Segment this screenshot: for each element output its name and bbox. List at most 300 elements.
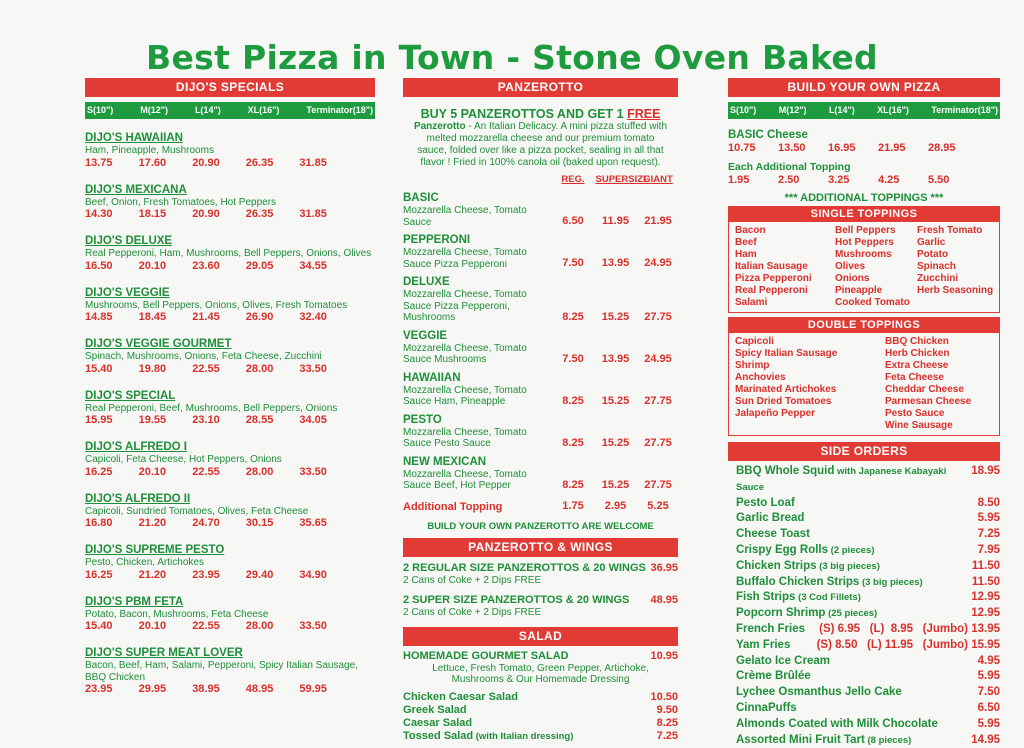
price: 18.45 — [138, 311, 167, 323]
price: 20.10 — [138, 259, 167, 272]
price: 28.00 — [245, 362, 274, 375]
special-item — [85, 647, 375, 696]
price: 15.25 — [601, 394, 630, 407]
price: 7.50 — [562, 352, 584, 365]
special-item — [85, 132, 375, 170]
price: 23.95 — [85, 683, 113, 695]
side-order-name — [736, 543, 875, 559]
special-item — [85, 390, 375, 428]
price: 13.95 — [601, 257, 630, 269]
topping-column — [735, 225, 835, 309]
price: 20.10 — [138, 465, 167, 478]
wings-combo — [403, 594, 678, 619]
price: 24.95 — [644, 257, 672, 269]
panzerotto-prices — [553, 311, 678, 324]
special-prices — [85, 683, 375, 696]
side-order-item — [736, 638, 1000, 654]
panzerotto-prices — [553, 353, 678, 366]
col-header: SUPERSIZE — [595, 174, 650, 185]
side-order-item — [736, 543, 1000, 559]
topping-item: Bell Peppers — [835, 225, 896, 236]
side-order-name — [736, 685, 902, 701]
price: 23.10 — [192, 414, 220, 426]
price: 4.25 — [878, 174, 900, 186]
topping-item: Zucchini — [917, 273, 959, 284]
size-label: Terminator(18") — [306, 105, 373, 115]
side-order-item — [736, 511, 1000, 527]
wings-combo-row — [403, 562, 678, 575]
special-name: DIJO'S DELUXE — [85, 235, 173, 247]
price: 8.25 — [562, 394, 584, 407]
side-order-price: 12.95 — [971, 607, 1000, 620]
double-toppings-box — [728, 317, 1000, 436]
topping-item: Cheddar Cheese — [885, 384, 964, 395]
side-order-name — [736, 638, 790, 654]
panzerotto-name: PEPPERONI — [403, 234, 471, 246]
special-item — [85, 441, 375, 479]
side-order-price: 11.50 — [971, 575, 1000, 588]
side-order-note: (3 Cod Fillets) — [795, 592, 861, 604]
panzerotto-item — [403, 372, 678, 408]
topping-item: Olives — [835, 261, 866, 272]
side-order-name-text: Yam Fries — [736, 638, 791, 651]
special-desc: Ham, Pineapple, Mushrooms — [85, 145, 214, 156]
salad-item — [403, 704, 678, 717]
specials-header: DIJO'S SPECIALS — [85, 78, 375, 97]
price: 18.15 — [138, 208, 167, 220]
special-item — [85, 184, 375, 222]
price: 13.75 — [85, 156, 113, 169]
panzerotto-name: NEW MEXICAN — [403, 455, 487, 468]
price: 27.75 — [644, 394, 672, 407]
price: 15.25 — [601, 310, 630, 323]
wings-combo-sub: 2 Cans of Coke + 2 Dips FREE — [403, 574, 542, 586]
size-label: M(12") — [140, 105, 168, 115]
topping-item: Wine Sausage — [885, 420, 953, 431]
side-order-name — [736, 511, 804, 527]
special-name: DIJO'S HAWAIIAN — [85, 132, 183, 144]
price: 7.50 — [562, 257, 584, 269]
salad-name — [403, 730, 573, 743]
side-order-item — [736, 575, 1000, 591]
side-order-price: 14.95 — [971, 733, 1000, 746]
single-toppings-box — [728, 206, 1000, 313]
price: 32.40 — [299, 311, 327, 323]
panzerotto-desc: Mozzarella Cheese, Tomato Sauce — [403, 205, 527, 228]
side-order-name-text: French Fries — [736, 622, 806, 635]
special-prices — [85, 517, 375, 530]
special-prices — [85, 620, 375, 633]
topping-item: Ham — [735, 249, 757, 260]
price: 15.25 — [601, 478, 630, 491]
panzerotto-item — [403, 234, 678, 270]
price: 16.50 — [85, 259, 113, 272]
price: 28.95 — [928, 142, 956, 154]
price: 16.80 — [85, 517, 113, 529]
col-header: GIANT — [643, 174, 673, 185]
topping-column — [835, 225, 917, 309]
side-order-name — [736, 575, 923, 591]
price: 5.50 — [928, 174, 950, 186]
topping-item: Pineapple — [835, 285, 883, 296]
panzerotto-column — [403, 78, 678, 743]
topping-item: Spinach — [917, 261, 956, 272]
price: 23.60 — [192, 259, 220, 272]
special-desc: Beef, Onion, Fresh Tomatoes, Hot Peppers — [85, 196, 277, 208]
panzerotto-desc: Mozzarella Cheese, Tomato Sauce Mushrooms — [403, 342, 527, 365]
side-order-note: (8 pieces) — [864, 734, 912, 746]
panzerotto-desc: Mozzarella Cheese, Tomato Sauce Pizza Pepperoni — [403, 247, 527, 270]
panzerotto-welcome: BUILD YOUR OWN PANZEROTTO ARE WELCOME — [427, 520, 654, 532]
price: 38.95 — [192, 683, 220, 695]
special-name: DIJO'S SUPER MEAT LOVER — [85, 647, 243, 659]
size-label: Terminator(18") — [931, 105, 998, 115]
wings-header: PANZEROTTO & WINGS — [403, 538, 678, 557]
panzerotto-info — [403, 456, 553, 492]
side-order-item — [736, 559, 1000, 575]
topping-item: Sun Dried Tomatoes — [735, 396, 832, 407]
price: 1.75 — [562, 499, 584, 512]
wings-combo-sub: 2 Cans of Coke + 2 Dips FREE — [403, 607, 542, 618]
special-name: DIJO'S SPECIAL — [85, 389, 176, 402]
panzerotto-info — [403, 330, 553, 366]
special-name: DIJO'S ALFREDO II — [85, 492, 191, 505]
single-toppings-header: SINGLE TOPPINGS — [729, 207, 999, 222]
topping-item: Shrimp — [735, 360, 770, 371]
topping-item: Capicoli — [735, 336, 774, 347]
side-order-note: (25 pieces) — [825, 608, 878, 620]
panzerotto-header: PANZEROTTO — [403, 78, 678, 97]
special-prices — [85, 363, 375, 376]
side-order-name — [736, 701, 797, 717]
topping-column — [917, 225, 1007, 309]
price: 34.55 — [299, 259, 327, 272]
salad-name — [403, 704, 467, 717]
size-label: S(10") — [730, 105, 757, 115]
price: 8.25 — [562, 310, 584, 323]
price: 2.95 — [604, 499, 627, 512]
special-item — [85, 493, 375, 531]
special-desc: Real Pepperoni, Ham, Mushrooms, Bell Peppers, Onions, Olives — [85, 248, 372, 259]
salad-item — [403, 717, 678, 730]
topping-item: Herb Chicken — [885, 348, 950, 359]
panzerotto-info — [403, 372, 553, 408]
price: 14.30 — [85, 208, 113, 220]
special-desc: Pesto, Chicken, Artichokes — [85, 557, 204, 568]
price: 22.55 — [192, 465, 220, 478]
price: 21.20 — [138, 568, 167, 581]
price: 16.95 — [828, 142, 856, 154]
panzerotto-prices — [553, 479, 678, 492]
price: 15.95 — [85, 414, 113, 426]
side-order-item — [736, 590, 1000, 606]
side-order-item — [736, 717, 1000, 733]
basic-cheese-prices — [728, 142, 1000, 155]
side-order-name — [736, 622, 805, 638]
price: 21.95 — [878, 142, 906, 154]
price: 22.55 — [192, 362, 220, 375]
price: 3.25 — [828, 174, 850, 186]
topping-item: Herb Seasoning — [917, 285, 994, 296]
topping-item: BBQ Chicken — [885, 336, 949, 347]
promo-text: BUY 5 PANZEROTTOS AND GET 1 — [420, 107, 628, 121]
each-topping-label: Each Additional Topping — [728, 161, 851, 173]
double-toppings-header: DOUBLE TOPPINGS — [729, 318, 999, 333]
special-name: DIJO'S MEXICANA — [85, 183, 187, 196]
price: 16.25 — [85, 465, 113, 478]
panzerotto-prices — [553, 395, 678, 408]
special-desc: Capicoli, Sundried Tomatoes, Olives, Feta Cheese — [85, 505, 309, 517]
side-order-name — [736, 654, 830, 670]
price: 33.50 — [299, 465, 327, 478]
price: 1.95 — [728, 174, 750, 186]
panzerotto-info — [403, 234, 553, 270]
side-order-price: 5.95 — [977, 717, 1000, 730]
price: 23.95 — [192, 568, 220, 581]
side-order-name — [736, 496, 795, 512]
special-prices — [85, 569, 375, 582]
side-order-price: 12.95 — [971, 591, 1000, 604]
panzerotto-item — [403, 414, 678, 450]
side-order-item — [736, 606, 1000, 622]
size-label: M(12") — [778, 105, 807, 115]
side-order-name-text: Chicken Strips — [736, 559, 817, 572]
topping-item: Anchovies — [735, 372, 786, 383]
gourmet-salad-name: HOMEMADE GOURMET SALAD — [403, 649, 569, 662]
specials-size-bar — [85, 102, 375, 119]
intro-text: - An Italian Delicacy. A mini pizza stuffed with melted mozzarella cheese and our premium tomato sauce, folded over like a pizza pocket, sealing in all that flavor ! Fried in 100% canola oil (baked upon request). — [417, 121, 668, 168]
price: 21.45 — [192, 311, 220, 323]
wings-combo-price: 48.95 — [650, 594, 678, 606]
special-name: DIJO'S ALFREDO I — [85, 441, 187, 453]
topping-item: Extra Cheese — [885, 360, 949, 371]
special-item — [85, 596, 375, 634]
side-order-price: 7.25 — [977, 528, 1000, 541]
side-order-name-text: Assorted Mini Fruit Tart — [736, 733, 865, 746]
salad-price: 9.50 — [656, 703, 678, 716]
basic-cheese-label: BASIC Cheese — [728, 129, 808, 141]
panzerotto-name: HAWAIIAN — [403, 371, 461, 384]
price: 21.20 — [138, 517, 167, 529]
salad-price: 10.50 — [650, 690, 678, 703]
price: 34.90 — [299, 568, 327, 581]
panzerotto-intro — [403, 121, 678, 169]
salad-price: 7.25 — [656, 729, 678, 742]
side-order-name-text: Lychee Osmanthus Jello Cake — [736, 686, 902, 699]
panzerotto-name: VEGGIE — [403, 329, 448, 342]
side-order-price: 11.50 — [971, 559, 1000, 572]
special-desc: Spinach, Mushrooms, Onions, Feta Cheese, Zucchini — [85, 351, 322, 362]
price: 27.75 — [644, 310, 672, 323]
size-label: XL(16") — [247, 105, 280, 115]
side-order-item — [736, 496, 1000, 512]
salad-name-text: Caesar Salad — [403, 716, 473, 729]
price: 28.55 — [245, 414, 274, 426]
side-order-name-text: Buffalo Chicken Strips — [736, 575, 860, 588]
special-prices — [85, 157, 375, 170]
side-order-note: with Japanese Kabayaki Sauce — [736, 466, 947, 493]
intro-name: Panzerotto — [413, 121, 466, 132]
topping-item: Marinated Artichokes — [735, 384, 837, 395]
side-order-price: 8.50 — [977, 496, 1000, 509]
panzerotto-desc: Mozzarella Cheese, Tomato Sauce Pizza Pepperoni, Mushrooms — [403, 289, 527, 323]
panzerotto-col-headers — [403, 173, 678, 186]
side-order-name — [736, 717, 938, 733]
price: 19.55 — [138, 414, 167, 426]
special-desc: Real Pepperoni, Beef, Mushrooms, Bell Peppers, Onions — [85, 402, 338, 414]
promo-free: FREE — [627, 107, 661, 121]
salad-name-text: Greek Salad — [403, 703, 467, 716]
additional-topping-label: Additional Topping — [403, 500, 503, 513]
price: 48.95 — [245, 683, 274, 695]
price: 15.40 — [85, 362, 113, 375]
price: 29.95 — [138, 683, 167, 695]
side-order-name — [736, 733, 911, 748]
build-size-bar — [728, 102, 1000, 119]
wings-combo-price: 36.95 — [650, 561, 678, 574]
topping-item: Fresh Tomato — [917, 225, 983, 236]
side-order-name-text: BBQ Whole Squid — [736, 465, 835, 477]
topping-item: Cooked Tomato — [835, 297, 910, 308]
special-item — [85, 287, 375, 325]
side-order-name — [736, 559, 880, 575]
price: 59.95 — [299, 683, 327, 695]
salad-name — [403, 717, 472, 730]
side-order-name-text: Popcorn Shrimp — [736, 607, 826, 620]
special-prices — [85, 311, 375, 324]
special-name: DIJO'S PBM FETA — [85, 595, 184, 608]
salad-note: (with Italian dressing) — [473, 730, 574, 742]
side-order-name — [736, 527, 810, 543]
price: 29.05 — [245, 259, 274, 272]
price: 15.40 — [85, 620, 113, 632]
side-order-name — [736, 590, 861, 606]
price: 31.85 — [299, 208, 327, 220]
wings-combo-name: 2 SUPER SIZE PANZEROTTOS & 20 WINGS — [403, 594, 630, 606]
topping-item: Garlic — [917, 237, 946, 248]
wings-combo-row — [403, 594, 678, 607]
price: 27.75 — [644, 478, 672, 491]
gourmet-salad-price: 10.95 — [650, 649, 678, 662]
salad-name-text: Tossed Salad — [403, 729, 474, 742]
price: 20.90 — [192, 208, 220, 220]
side-orders-header: SIDE ORDERS — [728, 442, 1000, 461]
specials-column — [85, 78, 375, 696]
special-prices — [85, 208, 375, 221]
side-order-price: 18.95 — [971, 465, 1000, 477]
topping-column — [735, 336, 885, 432]
side-order-price: 7.95 — [977, 543, 1000, 556]
topping-item: Real Pepperoni — [735, 285, 808, 296]
panzerotto-prices — [553, 437, 678, 450]
price: 14.85 — [85, 311, 113, 323]
panzerotto-info — [403, 414, 553, 450]
price: 13.95 — [601, 352, 630, 365]
salad-name — [403, 691, 518, 704]
price: 10.75 — [728, 142, 756, 154]
price: 13.50 — [778, 142, 806, 154]
additional-topping-row — [403, 500, 678, 513]
gourmet-salad — [403, 650, 678, 663]
panzerotto-name: DELUXE — [403, 276, 450, 288]
side-order-name-text: Gelato Ice Cream — [736, 654, 830, 667]
side-order-price: (S) 8.50 (L) 11.95 (Jumbo) 15.95 — [816, 638, 1000, 651]
side-order-item — [736, 669, 1000, 685]
side-order-price: 7.50 — [977, 686, 1000, 699]
price: 15.25 — [601, 436, 630, 449]
price: 33.50 — [299, 362, 327, 375]
price: 30.15 — [245, 517, 274, 529]
price: 33.50 — [299, 620, 327, 632]
price: 28.00 — [245, 620, 274, 632]
price: 11.95 — [602, 215, 629, 227]
topping-item: Beef — [735, 237, 757, 248]
topping-item: Bacon — [735, 225, 766, 236]
side-order-item — [736, 622, 1000, 638]
special-item — [85, 544, 375, 582]
special-name: DIJO'S VEGGIE GOURMET — [85, 338, 232, 350]
panzerotto-prices — [553, 215, 678, 228]
price: 26.35 — [245, 156, 274, 169]
side-order-name-text: Crème Brûlée — [736, 670, 811, 683]
panzerotto-info — [403, 276, 553, 324]
price: 26.35 — [245, 208, 274, 220]
additional-toppings-header: *** ADDITIONAL TOPPINGS *** — [784, 192, 944, 204]
price: 31.85 — [299, 156, 327, 169]
price: 22.55 — [192, 620, 220, 632]
price: 16.25 — [85, 568, 113, 581]
topping-column — [885, 336, 1005, 432]
salad-name-text: Chicken Caesar Salad — [403, 690, 518, 703]
size-label: XL(16") — [877, 105, 909, 115]
side-order-item — [736, 685, 1000, 701]
special-desc: Mushrooms, Bell Peppers, Onions, Olives, Fresh Tomatoes — [85, 299, 348, 311]
salad-price: 8.25 — [656, 716, 678, 729]
salad-item — [403, 691, 678, 704]
price: 17.60 — [138, 156, 167, 169]
price: 20.10 — [138, 620, 167, 632]
topping-item: Hot Peppers — [835, 237, 894, 248]
price: 8.25 — [562, 436, 584, 449]
price: 24.70 — [192, 517, 220, 529]
panzerotto-desc: Mozzarella Cheese, Tomato Sauce Beef, Hot Pepper — [403, 468, 527, 491]
page-title: Best Pizza in Town - Stone Oven Baked — [146, 38, 878, 77]
salad-item — [403, 730, 678, 743]
side-order-note: (3 big pieces) — [859, 576, 923, 588]
panzerotto-promo — [403, 107, 678, 121]
side-order-name-text: CinnaPuffs — [736, 701, 797, 714]
special-item — [85, 338, 375, 376]
side-order-name — [736, 606, 877, 622]
topping-item: Salami — [735, 297, 768, 308]
topping-item: Feta Cheese — [885, 372, 944, 383]
panzerotto-name: BASIC — [403, 192, 439, 204]
side-order-note: (2 pieces) — [828, 544, 875, 556]
side-order-item — [736, 464, 1000, 496]
special-desc: Capicoli, Feta Cheese, Hot Peppers, Onions — [85, 454, 282, 465]
special-prices — [85, 466, 375, 479]
special-name: DIJO'S VEGGIE — [85, 286, 170, 299]
topping-item: Italian Sausage — [735, 261, 808, 272]
price: 35.65 — [299, 517, 327, 529]
price: 26.90 — [245, 311, 274, 323]
side-order-name-text: Garlic Bread — [736, 512, 805, 525]
side-order-name-text: Fish Strips — [736, 591, 796, 604]
special-name: DIJO'S SUPREME PESTO — [85, 544, 225, 556]
side-order-item — [736, 527, 1000, 543]
topping-item: Parmesan Cheese — [885, 396, 972, 407]
panzerotto-item — [403, 330, 678, 366]
